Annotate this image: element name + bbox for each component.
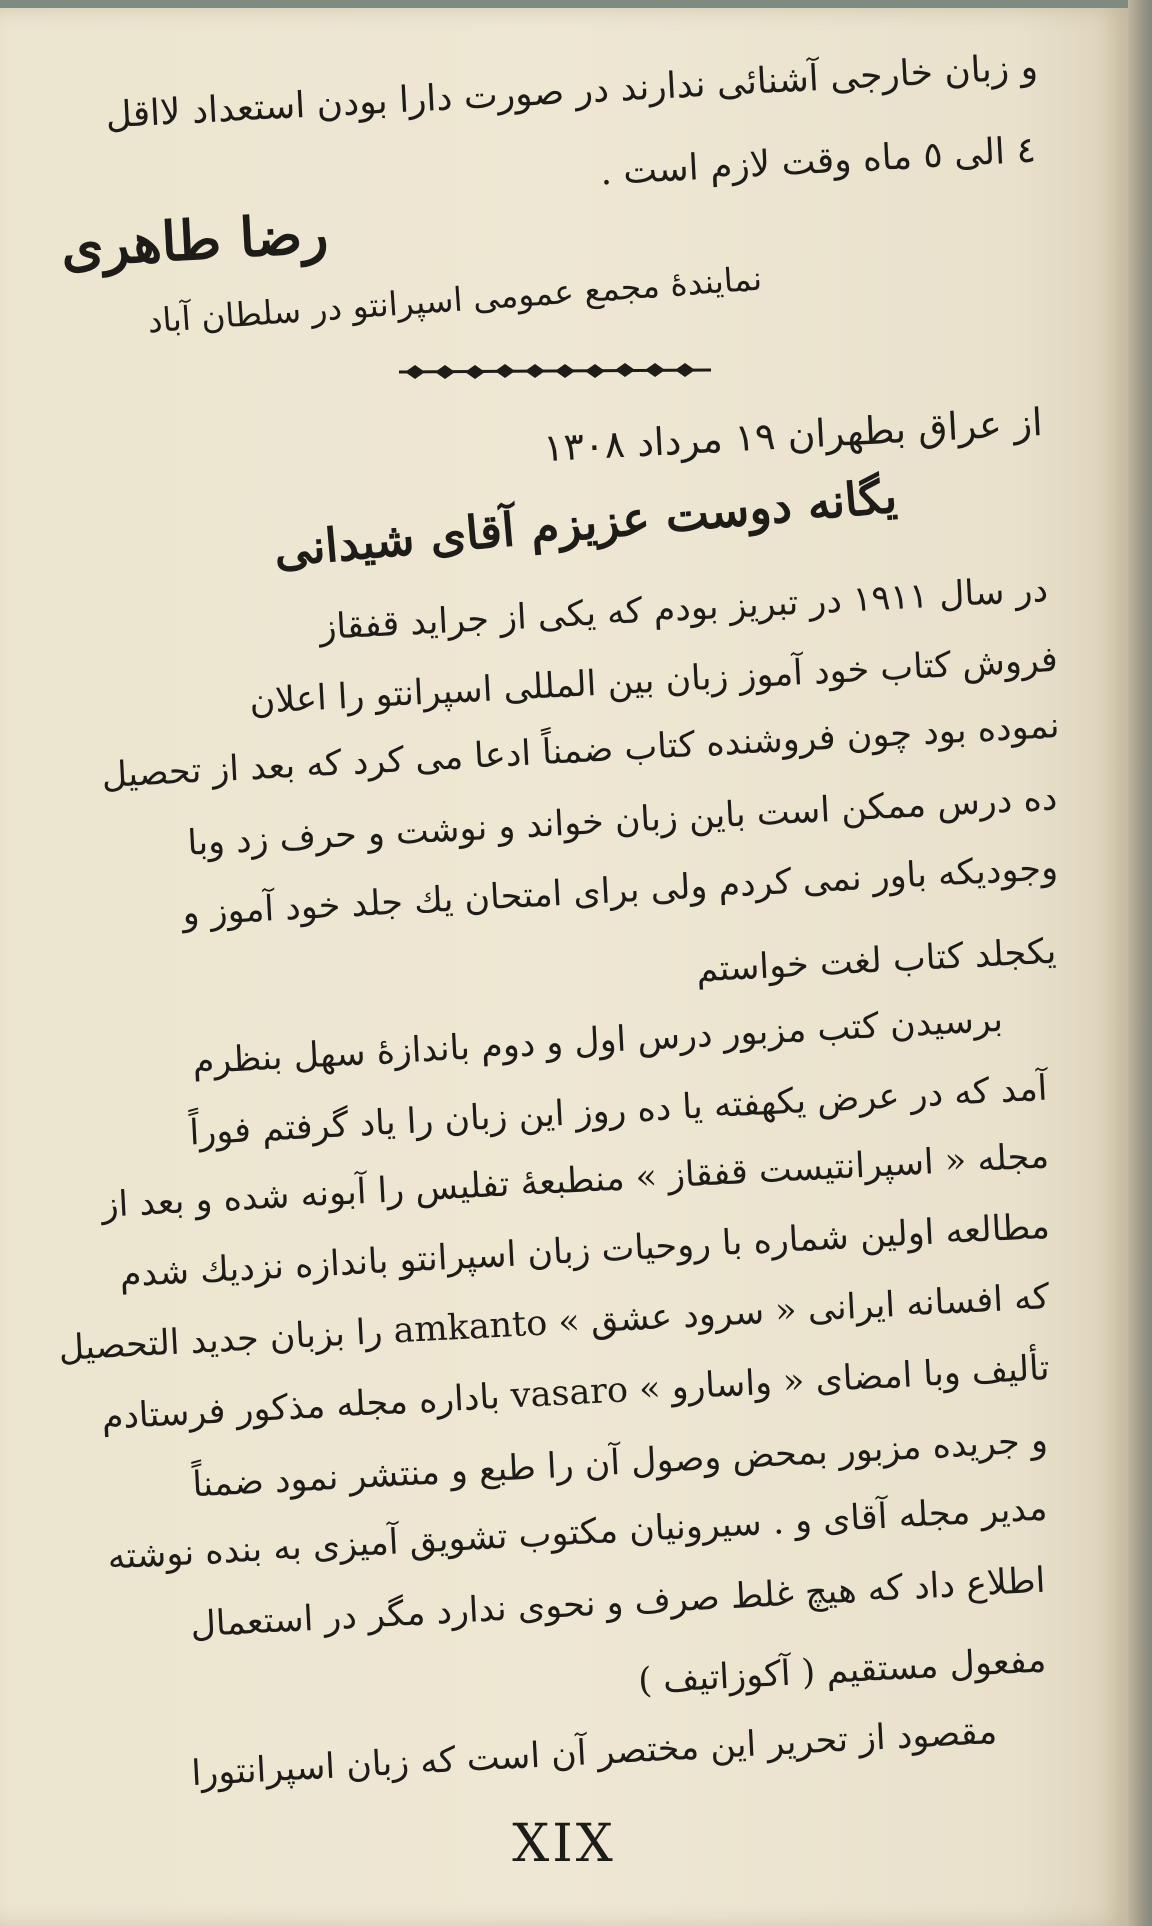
letter-line-12: تألیف وبا امضای « واسارو » vasaro باداره مجله مذکور فرستادم bbox=[100, 1348, 1051, 1438]
intro-line-1: و زبان خارجی آشنائی ندارند در صورت دارا بودن استعداد لااقل bbox=[104, 46, 1039, 137]
letter-line-10: مطالعه اولین شماره با روحیات زبان اسپرانتو باندازه نزدیك شدم bbox=[118, 1206, 1051, 1296]
letter-line-2: فروش کتاب خود آموز زبان بین المللی اسپرانتو را اعلان bbox=[248, 639, 1059, 723]
letter-line-5: وجودیکه باور نمی کردم ولی برای امتحان یك جلد خود آموز و bbox=[181, 848, 1059, 934]
letter-line-6: یکجلد کتاب لغت خواستم bbox=[694, 931, 1057, 991]
ornamental-divider bbox=[395, 360, 715, 384]
book-page bbox=[0, 8, 1128, 1926]
letter-line-1: در سال ١٩١١ در تبریز بودم که یکی از جراید قفقاز bbox=[318, 569, 1049, 649]
letter-line-4: ده درس ممکن است باین زبان خواند و نوشت و حرف زد وبا bbox=[186, 778, 1059, 864]
signature-title: نمایندهٔ مجمع عمومی اسپرانتو در سلطان آباد bbox=[146, 258, 764, 341]
letter-line-14: مدیر مجله آقای و . سیرونیان مکتوب تشویق آمیزی به بنده نوشته bbox=[106, 1488, 1049, 1578]
page-number: XIX bbox=[512, 1814, 616, 1874]
letter-line-3: نموده بود چون فروشنده کتاب ضمناً ادعا می کرد که بعد از تحصیل bbox=[100, 705, 1061, 797]
letter-salutation: یگانه دوست عزیزم آقای شیدانی bbox=[271, 468, 900, 578]
letter-line-7: برسیدن کتب مزبور درس اول و دوم باندازهٔ سهل بنظرم bbox=[191, 999, 1004, 1083]
letter-line-17: مقصود از تحریر این مختصر آن است که زبان اسپرانتورا bbox=[190, 1711, 999, 1795]
letter-line-8: آمد که در عرض یکهفته یا ده روز این زبان را یاد گرفتم فوراً bbox=[188, 1068, 1049, 1154]
letter-line-15: اطلاع داد که هیچ غلط صرف و نحوی ندارد مگر در استعمال bbox=[189, 1560, 1047, 1646]
letter-dateline: از عراق بطهران ١٩ مرداد ١٣٠٨ bbox=[542, 399, 1044, 471]
letter-line-13: و جریده مزبور بمحض وصول آن را طبع و منتشر نمود ضمناً bbox=[191, 1420, 1049, 1506]
page-edge bbox=[1128, 0, 1152, 1926]
intro-line-2: ٤ الی ٥ ماه وقت لازم است . bbox=[599, 129, 1037, 194]
letter-line-16: مفعول مستقیم ( آکوزاتیف ) bbox=[636, 1640, 1047, 1702]
letter-line-9: مجله « اسپرانتیست قفقاز » منطبعهٔ تفلیس را آبونه شده و بعد از bbox=[101, 1136, 1051, 1226]
letter-line-11: که افسانه ایرانی « سرود عشق » amkanto را بزبان جدید التحصیل bbox=[57, 1277, 1051, 1369]
signature-name: رضا طاهری bbox=[59, 201, 330, 279]
